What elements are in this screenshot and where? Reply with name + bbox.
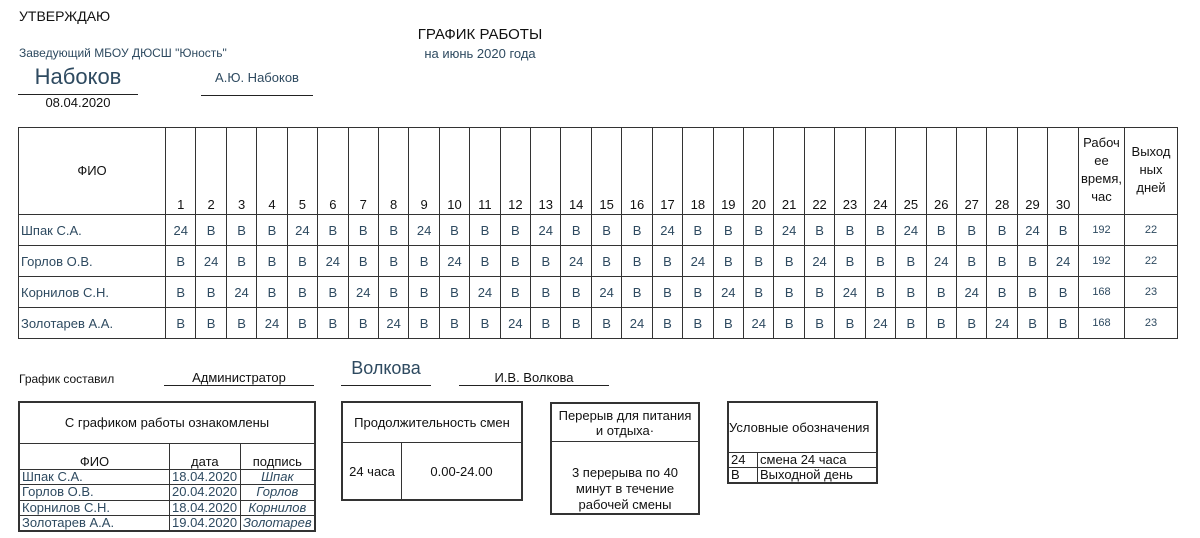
legend-meaning: Выходной день — [758, 467, 877, 482]
day-cell: 24 — [348, 277, 378, 308]
shift-duration: 24 часа — [343, 443, 402, 500]
day-cell: 24 — [166, 215, 196, 246]
table-row — [19, 277, 1178, 308]
legend-code: В — [729, 467, 758, 482]
day-cell: В — [774, 246, 804, 277]
day-header: 21 — [774, 128, 804, 215]
approve-label: УТВЕРЖДАЮ — [19, 8, 111, 24]
day-cell: 24 — [591, 277, 621, 308]
day-cell: В — [500, 215, 530, 246]
composer-signature: Волкова — [351, 358, 421, 378]
day-cell: В — [500, 246, 530, 277]
days-off: 23 — [1125, 308, 1178, 339]
day-header: 15 — [591, 128, 621, 215]
day-cell: 24 — [561, 246, 591, 277]
day-cell: В — [531, 246, 561, 277]
day-cell: В — [318, 308, 348, 339]
day-cell: В — [166, 246, 196, 277]
day-cell: В — [896, 277, 926, 308]
day-cell: В — [683, 215, 713, 246]
ack-signature: Корнилов — [240, 500, 314, 515]
day-cell: В — [318, 215, 348, 246]
day-cell: В — [804, 277, 834, 308]
ack-date: 19.04.2020 — [170, 515, 241, 530]
day-header: 30 — [1048, 128, 1079, 215]
working-hours: 192 — [1079, 246, 1125, 277]
day-cell: В — [470, 246, 500, 277]
day-cell: В — [622, 246, 652, 277]
schedule-table — [18, 127, 1178, 339]
day-header: 29 — [1017, 128, 1047, 215]
day-cell: 24 — [713, 277, 743, 308]
day-cell: В — [835, 308, 865, 339]
approver-signature: Набоков — [34, 64, 122, 89]
day-cell: В — [531, 277, 561, 308]
day-cell: В — [439, 277, 469, 308]
day-header: 16 — [622, 128, 652, 215]
day-cell: В — [652, 277, 682, 308]
day-cell: В — [622, 215, 652, 246]
day-header: 18 — [683, 128, 713, 215]
day-cell: В — [804, 215, 834, 246]
day-header: 10 — [439, 128, 469, 215]
day-cell: В — [713, 215, 743, 246]
day-cell: В — [804, 308, 834, 339]
day-header: 2 — [196, 128, 226, 215]
ack-date: 18.04.2020 — [170, 470, 241, 485]
ack-name: Корнилов С.Н. — [20, 500, 170, 515]
day-cell: В — [561, 308, 591, 339]
day-header: 8 — [378, 128, 408, 215]
day-cell: В — [865, 277, 895, 308]
day-cell: В — [348, 308, 378, 339]
day-cell: В — [1048, 215, 1079, 246]
day-cell: 24 — [622, 308, 652, 339]
day-cell: В — [956, 246, 986, 277]
day-cell: В — [591, 308, 621, 339]
day-header: 20 — [744, 128, 774, 215]
day-cell: В — [896, 308, 926, 339]
employee-name: Шпак С.А. — [19, 215, 166, 246]
day-cell: В — [257, 246, 287, 277]
working-hours: 168 — [1079, 277, 1125, 308]
shift-title: Продолжительность смен — [343, 403, 522, 443]
fio-header: ФИО — [19, 128, 166, 215]
day-cell: В — [683, 277, 713, 308]
ack-signature: Шпак — [240, 470, 314, 485]
day-cell: 24 — [439, 246, 469, 277]
employee-name: Корнилов С.Н. — [19, 277, 166, 308]
day-cell: В — [166, 308, 196, 339]
day-cell: В — [470, 215, 500, 246]
ack-col-date: дата — [170, 443, 241, 469]
table-row — [19, 246, 1178, 277]
ack-row — [20, 470, 315, 485]
ack-name: Золотарев А.А. — [20, 515, 170, 530]
day-cell: В — [591, 246, 621, 277]
approval-date: 08.04.2020 — [45, 95, 111, 110]
day-header: 11 — [470, 128, 500, 215]
day-cell: 24 — [531, 215, 561, 246]
days-off-header: Выход ных дней — [1125, 128, 1178, 215]
day-cell: 24 — [744, 308, 774, 339]
day-cell: В — [926, 277, 956, 308]
day-cell: В — [348, 246, 378, 277]
day-cell: В — [774, 308, 804, 339]
day-header: 7 — [348, 128, 378, 215]
day-cell: В — [531, 308, 561, 339]
composer-position: Администратор — [192, 370, 286, 385]
day-header: 23 — [835, 128, 865, 215]
day-cell: 24 — [1048, 246, 1079, 277]
break-text: 3 перерыва по 40 минут в течение рабочей смены — [552, 442, 699, 514]
legend-title: Условные обозначения — [729, 403, 877, 453]
day-cell: В — [652, 246, 682, 277]
day-cell: В — [683, 308, 713, 339]
day-cell: В — [348, 215, 378, 246]
day-cell: 24 — [926, 246, 956, 277]
day-cell: В — [196, 215, 226, 246]
day-cell: В — [439, 215, 469, 246]
day-cell: В — [926, 308, 956, 339]
day-cell: В — [956, 215, 986, 246]
day-cell: В — [1048, 308, 1079, 339]
day-header: 24 — [865, 128, 895, 215]
break-box — [550, 402, 700, 515]
document-title: ГРАФИК РАБОТЫ — [417, 26, 543, 43]
day-header: 14 — [561, 128, 591, 215]
day-cell: В — [287, 308, 317, 339]
day-cell: В — [713, 308, 743, 339]
day-header: 13 — [531, 128, 561, 215]
day-cell: 24 — [196, 246, 226, 277]
day-cell: В — [409, 308, 439, 339]
day-cell: В — [744, 215, 774, 246]
day-header: 27 — [956, 128, 986, 215]
day-cell: В — [226, 215, 256, 246]
day-cell: 24 — [652, 215, 682, 246]
ack-col-fio: ФИО — [20, 443, 170, 469]
ack-signature: Золотарев — [240, 515, 314, 530]
legend-box — [727, 401, 878, 484]
ack-name: Шпак С.А. — [20, 470, 170, 485]
day-cell: В — [561, 277, 591, 308]
day-cell: В — [835, 246, 865, 277]
day-cell: В — [470, 308, 500, 339]
day-cell: 24 — [409, 215, 439, 246]
day-header: 25 — [896, 128, 926, 215]
composer-name: И.В. Волкова — [494, 370, 574, 385]
day-cell: В — [896, 246, 926, 277]
day-cell: В — [257, 277, 287, 308]
day-cell: В — [622, 277, 652, 308]
day-cell: В — [591, 215, 621, 246]
day-cell: В — [318, 277, 348, 308]
day-cell: В — [956, 308, 986, 339]
day-cell: 24 — [956, 277, 986, 308]
day-cell: В — [287, 277, 317, 308]
day-cell: В — [1017, 246, 1047, 277]
day-cell: В — [865, 246, 895, 277]
day-cell: 24 — [287, 215, 317, 246]
day-header: 12 — [500, 128, 530, 215]
day-cell: 24 — [226, 277, 256, 308]
ack-row — [20, 485, 315, 500]
day-header: 19 — [713, 128, 743, 215]
legend-item — [729, 452, 877, 467]
ack-row — [20, 500, 315, 515]
day-cell: 24 — [318, 246, 348, 277]
day-cell: 24 — [470, 277, 500, 308]
days-off: 23 — [1125, 277, 1178, 308]
day-cell: В — [409, 246, 439, 277]
ack-col-signature: подпись — [240, 443, 314, 469]
day-cell: В — [500, 277, 530, 308]
employee-name: Золотарев А.А. — [19, 308, 166, 339]
day-cell: 24 — [896, 215, 926, 246]
day-header: 26 — [926, 128, 956, 215]
day-cell: В — [561, 215, 591, 246]
day-cell: В — [196, 277, 226, 308]
shift-time: 0.00-24.00 — [402, 443, 522, 500]
day-cell: В — [378, 246, 408, 277]
day-cell: В — [744, 246, 774, 277]
day-cell: В — [835, 215, 865, 246]
acknowledgement-box — [18, 401, 316, 532]
day-cell: В — [926, 215, 956, 246]
day-header: 4 — [257, 128, 287, 215]
day-cell: В — [226, 308, 256, 339]
approver-name: А.Ю. Набоков — [215, 70, 299, 85]
legend-item — [729, 467, 877, 482]
day-cell: 24 — [500, 308, 530, 339]
ack-date: 18.04.2020 — [170, 500, 241, 515]
day-cell: В — [196, 308, 226, 339]
table-row — [19, 215, 1178, 246]
day-cell: В — [1017, 277, 1047, 308]
day-cell: В — [378, 215, 408, 246]
day-header: 28 — [987, 128, 1017, 215]
day-header: 17 — [652, 128, 682, 215]
day-cell: 24 — [804, 246, 834, 277]
day-cell: 24 — [987, 308, 1017, 339]
day-cell: В — [166, 277, 196, 308]
day-header: 5 — [287, 128, 317, 215]
day-cell: В — [774, 277, 804, 308]
ack-signature: Горлов — [240, 485, 314, 500]
days-off: 22 — [1125, 215, 1178, 246]
employee-name: Горлов О.В. — [19, 246, 166, 277]
day-header: 3 — [226, 128, 256, 215]
day-cell: В — [987, 277, 1017, 308]
day-cell: 24 — [1017, 215, 1047, 246]
composer-label: График составил — [19, 372, 115, 386]
day-cell: 24 — [683, 246, 713, 277]
day-cell: В — [1017, 308, 1047, 339]
day-cell: В — [378, 277, 408, 308]
day-cell: В — [713, 246, 743, 277]
day-header: 6 — [318, 128, 348, 215]
day-cell: В — [257, 215, 287, 246]
day-cell: В — [865, 215, 895, 246]
document-subtitle: на июнь 2020 года — [424, 46, 536, 61]
day-cell: В — [1048, 277, 1079, 308]
legend-meaning: смена 24 часа — [758, 452, 877, 467]
day-header: 1 — [166, 128, 196, 215]
day-header: 9 — [409, 128, 439, 215]
working-hours: 168 — [1079, 308, 1125, 339]
hours-header: Рабоч ее время, час — [1079, 128, 1125, 215]
day-cell: 24 — [257, 308, 287, 339]
approver-position: Заведующий МБОУ ДЮСШ "Юность" — [19, 46, 227, 60]
table-row — [19, 308, 1178, 339]
day-cell: В — [409, 277, 439, 308]
day-header: 22 — [804, 128, 834, 215]
day-cell: В — [287, 246, 317, 277]
day-cell: 24 — [774, 215, 804, 246]
ack-name: Горлов О.В. — [20, 485, 170, 500]
shift-duration-box — [341, 401, 523, 501]
day-cell: В — [226, 246, 256, 277]
ack-row — [20, 515, 315, 530]
day-cell: В — [744, 277, 774, 308]
day-cell: В — [652, 308, 682, 339]
days-off: 22 — [1125, 246, 1178, 277]
working-hours: 192 — [1079, 215, 1125, 246]
day-cell: 24 — [865, 308, 895, 339]
day-cell: 24 — [835, 277, 865, 308]
day-cell: В — [987, 215, 1017, 246]
day-cell: В — [439, 308, 469, 339]
day-cell: В — [987, 246, 1017, 277]
ack-date: 20.04.2020 — [170, 485, 241, 500]
ack-title: С графиком работы ознакомлены — [20, 403, 315, 444]
break-title: Перерыв для питания и отдыха· — [552, 404, 699, 442]
legend-code: 24 — [729, 452, 758, 467]
day-cell: 24 — [378, 308, 408, 339]
